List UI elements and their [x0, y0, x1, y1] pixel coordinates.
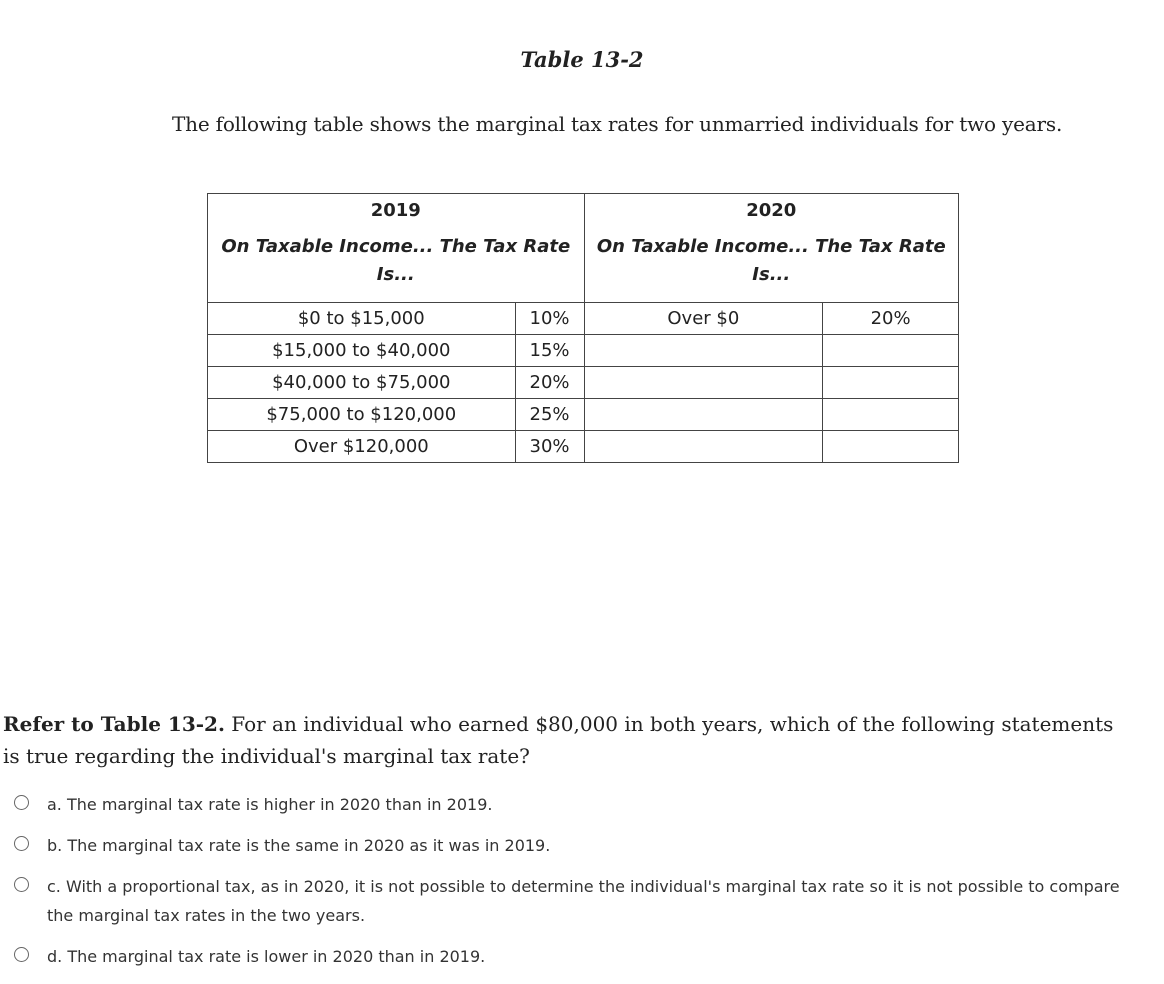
radio-button-icon[interactable] [14, 795, 29, 810]
rate-2019-cell: 15% [515, 335, 584, 367]
answer-options [12, 790, 1142, 971]
subhead-2020: On Taxable Income... The Tax Rate Is... [596, 236, 946, 285]
table-row [208, 335, 959, 367]
option-c-label: c. With a proportional tax, as in 2020, it is not possible to determine the individual's marginal tax rate so it is not possible to compare the marginal tax rates in the two years. [47, 877, 1120, 925]
rate-2020-cell [823, 335, 959, 367]
option-c[interactable] [12, 872, 1142, 930]
year-2019-label: 2019 [370, 200, 421, 221]
table-row [208, 399, 959, 431]
radio-button-icon[interactable] [14, 947, 29, 962]
option-b[interactable] [12, 831, 1142, 860]
option-a-label: a. The marginal tax rate is higher in 2020 than in 2019. [47, 795, 493, 814]
income-2020-cell [584, 431, 823, 463]
intro-text: The following table shows the marginal tax rates for unmarried individuals for two years. [172, 112, 1063, 136]
table-row [208, 303, 959, 335]
header-2020 [584, 194, 958, 303]
rate-2019-cell: 30% [515, 431, 584, 463]
question-body: For an individual who earned $80,000 in both years, which of the following statements is true regarding the individual's marginal tax rate? [3, 712, 1114, 768]
tax-rate-table [207, 193, 959, 463]
question-lead: Refer to Table 13-2. [3, 712, 225, 736]
rate-2019-cell: 25% [515, 399, 584, 431]
income-2020-cell [584, 399, 823, 431]
rate-2020-cell [823, 431, 959, 463]
income-2019-cell: $15,000 to $40,000 [208, 335, 516, 367]
radio-button-icon[interactable] [14, 877, 29, 892]
income-2019-cell: $75,000 to $120,000 [208, 399, 516, 431]
rate-2020-cell: 20% [823, 303, 959, 335]
option-d-label: d. The marginal tax rate is lower in 2020 than in 2019. [47, 947, 486, 966]
rate-2020-cell [823, 399, 959, 431]
table-title: Table 13-2 [520, 47, 644, 72]
subhead-2019: On Taxable Income... The Tax Rate Is... [221, 236, 571, 285]
income-2020-cell [584, 335, 823, 367]
option-a[interactable] [12, 790, 1142, 819]
option-b-label: b. The marginal tax rate is the same in 2020 as it was in 2019. [47, 836, 551, 855]
table-row [208, 431, 959, 463]
option-d[interactable] [12, 942, 1142, 971]
radio-button-icon[interactable] [14, 836, 29, 851]
income-2020-cell: Over $0 [584, 303, 823, 335]
question-text [3, 708, 1133, 772]
rate-2020-cell [823, 367, 959, 399]
rate-2019-cell: 10% [515, 303, 584, 335]
income-2019-cell: $40,000 to $75,000 [208, 367, 516, 399]
table-header-row [208, 194, 959, 303]
rate-2019-cell: 20% [515, 367, 584, 399]
income-2019-cell: $0 to $15,000 [208, 303, 516, 335]
year-2020-label: 2020 [746, 200, 797, 221]
table-row [208, 367, 959, 399]
income-2019-cell: Over $120,000 [208, 431, 516, 463]
income-2020-cell [584, 367, 823, 399]
header-2019 [208, 194, 585, 303]
